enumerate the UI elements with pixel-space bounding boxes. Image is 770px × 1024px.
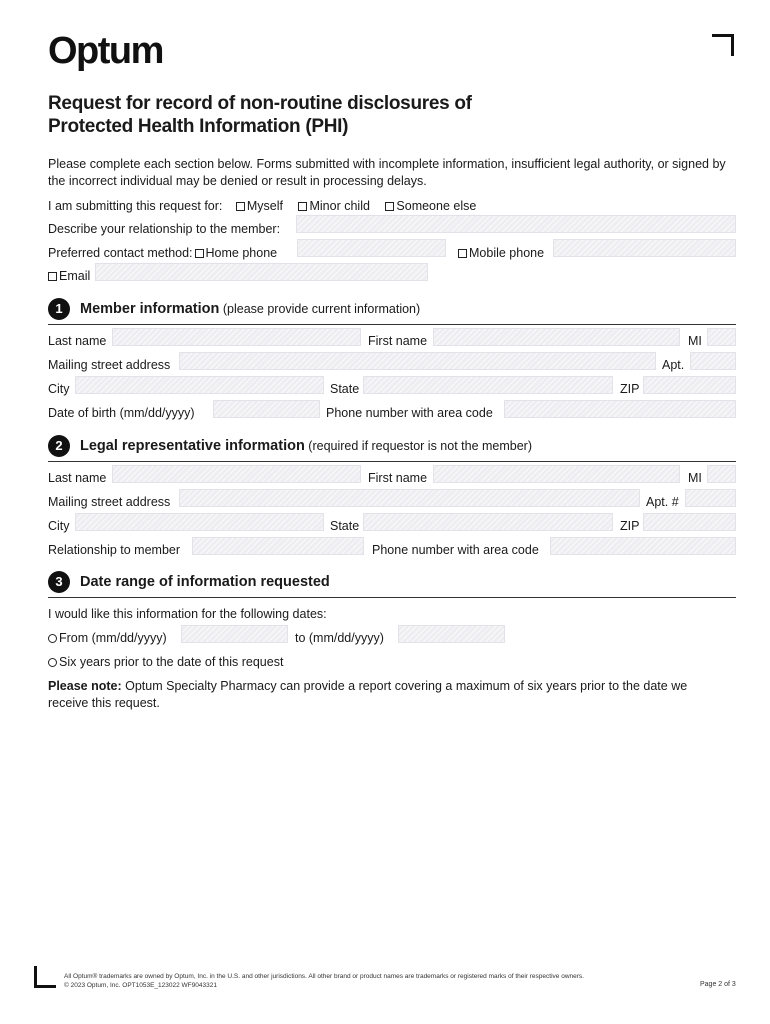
checkbox-icon[interactable] <box>385 202 394 211</box>
member-apt-label: Apt. <box>662 358 685 372</box>
submitting-label: I am submitting this request for: <box>48 199 223 213</box>
rep-apt-field[interactable] <box>685 489 736 507</box>
intro-text: Please complete each section below. Forms submitted with incomplete information, insufficient legal authority, or signed by the incorrect individual may be denied or result in processing delays. <box>48 157 726 188</box>
rep-zip-label: ZIP <box>620 519 640 533</box>
checkbox-icon[interactable] <box>195 249 204 258</box>
member-first-name-label: First name <box>368 334 428 348</box>
member-state-field[interactable] <box>363 376 613 394</box>
member-last-name-field[interactable] <box>112 328 361 346</box>
rep-street-field[interactable] <box>179 489 640 507</box>
member-street-field[interactable] <box>179 352 656 370</box>
mobile-phone-field[interactable] <box>553 239 736 257</box>
rep-last-name-field[interactable] <box>112 465 361 483</box>
member-zip-field[interactable] <box>643 376 736 394</box>
six-years-option[interactable]: Six years prior to the date of this request <box>48 652 283 672</box>
rep-last-name-label: Last name <box>48 471 107 485</box>
member-mi-field[interactable] <box>707 328 736 346</box>
section-3-header <box>48 571 736 598</box>
rep-city-label: City <box>48 519 70 533</box>
corner-mark-icon <box>34 966 56 988</box>
option-someone-else[interactable]: Someone else <box>383 199 476 213</box>
title-line-1: Request for record of non-routine disclosures of <box>48 93 472 114</box>
to-date-field[interactable] <box>398 625 505 643</box>
member-apt-field[interactable] <box>690 352 736 370</box>
radio-icon[interactable] <box>48 634 57 643</box>
member-city-field[interactable] <box>75 376 324 394</box>
section-number-badge: 3 <box>48 571 70 593</box>
relationship-label: Describe your relationship to the member: <box>48 222 281 236</box>
rep-first-name-label: First name <box>368 471 428 485</box>
section-1-header <box>48 298 736 325</box>
section-number-badge: 1 <box>48 298 70 320</box>
member-city-label: City <box>48 382 70 396</box>
note-heading: Please note: <box>48 679 122 693</box>
from-date-option[interactable]: From (mm/dd/yyyy) <box>48 628 167 648</box>
member-last-name-label: Last name <box>48 334 107 348</box>
page-number: Page 2 of 3 <box>700 981 736 988</box>
corner-mark-icon <box>712 34 734 56</box>
rep-city-field[interactable] <box>75 513 324 531</box>
rep-apt-label: Apt. # <box>646 495 679 509</box>
member-phone-field[interactable] <box>504 400 736 418</box>
rep-state-label: State <box>330 519 360 533</box>
member-state-label: State <box>330 382 360 396</box>
section-number-badge: 2 <box>48 435 70 457</box>
from-date-field[interactable] <box>181 625 288 643</box>
home-phone-field[interactable] <box>297 239 446 257</box>
mobile-phone-option[interactable]: Mobile phone <box>456 243 544 263</box>
footer-trademark: All Optum® trademarks are owned by Optum, Inc. in the U.S. and other jurisdictions. All other brand or product names are trademarks or registered marks of their respective owners. <box>64 973 584 980</box>
rep-phone-field[interactable] <box>550 537 736 555</box>
section-1-title: Member information (please provide current information) <box>80 301 421 317</box>
rep-phone-label: Phone number with area code <box>372 543 539 557</box>
checkbox-icon[interactable] <box>236 202 245 211</box>
page-title <box>48 92 608 138</box>
radio-icon[interactable] <box>48 658 57 667</box>
home-phone-label: Home phone <box>205 246 278 260</box>
member-phone-label: Phone number with area code <box>326 406 493 420</box>
rep-street-label: Mailing street address <box>48 495 171 509</box>
rep-state-field[interactable] <box>363 513 613 531</box>
footer-copyright: © 2023 Optum, Inc. OPT1053E_123022 WF9043321 <box>64 982 217 989</box>
section-2-title: Legal representative information (required if requestor is not the member) <box>80 438 533 454</box>
option-myself[interactable]: Myself <box>234 199 283 213</box>
member-first-name-field[interactable] <box>433 328 680 346</box>
title-line-2: Protected Health Information (PHI) <box>48 116 349 137</box>
checkbox-icon[interactable] <box>298 202 307 211</box>
rep-relationship-field[interactable] <box>192 537 364 555</box>
footer-legal <box>64 972 624 990</box>
to-date-label: to (mm/dd/yyyy) <box>295 631 384 645</box>
checkbox-icon[interactable] <box>458 249 467 258</box>
email-option[interactable]: Email <box>46 266 90 286</box>
option-minor-child[interactable]: Minor child <box>296 199 369 213</box>
rep-mi-field[interactable] <box>707 465 736 483</box>
contact-method-label: Preferred contact method: <box>48 246 193 260</box>
member-mi-label: MI <box>688 334 702 348</box>
section-3-title: Date range of information requested <box>80 574 330 590</box>
member-zip-label: ZIP <box>620 382 640 396</box>
member-street-label: Mailing street address <box>48 358 171 372</box>
rep-first-name-field[interactable] <box>433 465 680 483</box>
rep-relationship-label: Relationship to member <box>48 543 181 557</box>
email-field[interactable] <box>95 263 428 281</box>
section-2-header <box>48 435 736 462</box>
member-dob-field[interactable] <box>213 400 320 418</box>
note-text: Optum Specialty Pharmacy can provide a report covering a maximum of six years prior to the date we receive this request. <box>48 679 688 710</box>
rep-mi-label: MI <box>688 471 702 485</box>
submitting-row <box>48 196 476 216</box>
please-note <box>48 678 688 712</box>
contact-method-row <box>48 243 277 263</box>
optum-logo: Optum <box>48 30 163 72</box>
date-range-prompt: I would like this information for the following dates: <box>48 607 327 621</box>
member-dob-label: Date of birth (mm/dd/yyyy) <box>48 406 195 420</box>
relationship-field[interactable] <box>296 215 736 233</box>
checkbox-icon[interactable] <box>48 272 57 281</box>
rep-zip-field[interactable] <box>643 513 736 531</box>
